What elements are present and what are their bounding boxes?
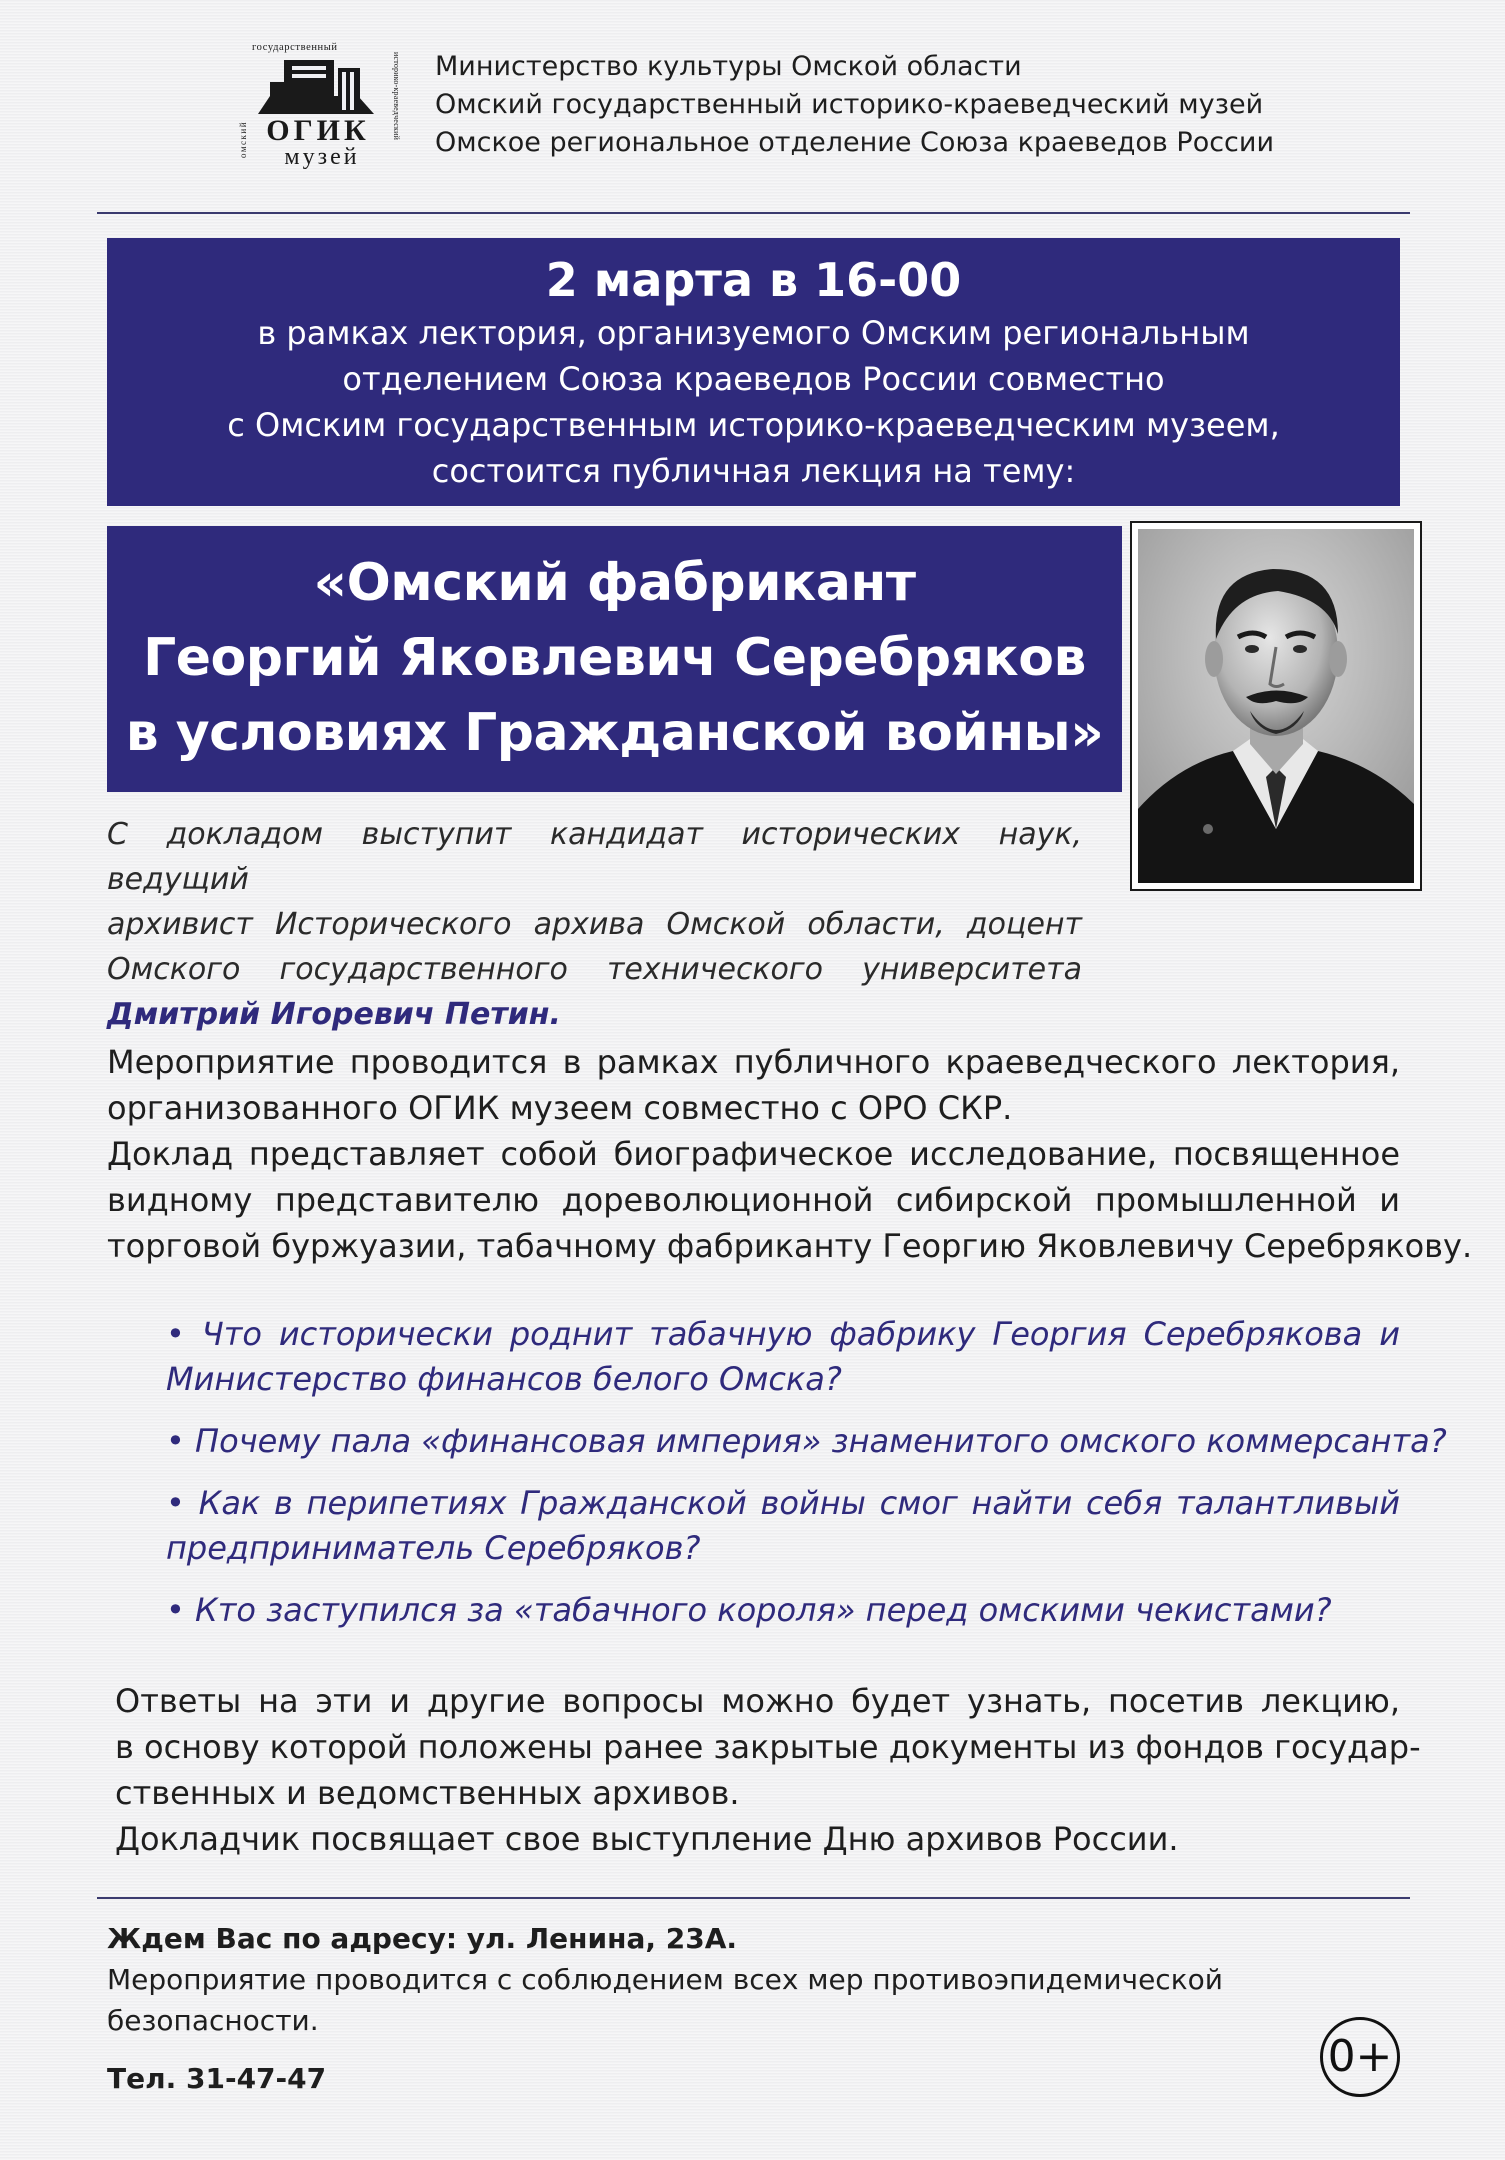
- organizers: [435, 48, 1274, 162]
- speaker-line: С докладом выступит кандидат исторических наук, ведущий: [107, 817, 1082, 897]
- closing-line: Докладчик посвящает свое выступление Дню архивов России.: [115, 1820, 1179, 1858]
- phone: Тел. 31-47-47: [107, 2062, 327, 2095]
- lecture-title-banner: [107, 526, 1122, 792]
- question-item: [166, 1312, 1400, 1402]
- announcement-line: с Омским государственным историко-краеведческим музеем,: [227, 406, 1280, 444]
- header-divider: [97, 212, 1410, 214]
- logo-top-text: государственный: [252, 42, 338, 53]
- safety-line: Мероприятие проводится с соблюдением всех мер противоэпидемической: [107, 1963, 1223, 1996]
- event-date-time: 2 марта в 16-00: [545, 253, 962, 307]
- logo-side-text-left: омский: [238, 120, 248, 158]
- announcement-line: в рамках лектория, организуемого Омским региональным: [257, 314, 1250, 352]
- question-item: [166, 1419, 1447, 1464]
- portrait-image: [1138, 529, 1414, 883]
- museum-logo: [240, 38, 400, 174]
- org-line: Омское региональное отделение Союза краеведов России: [435, 127, 1274, 158]
- lecture-title-line: Георгий Яковлевич Серебряков: [143, 628, 1086, 688]
- speaker-line: архивист Исторического архива Омской области, доцент: [107, 907, 1082, 942]
- logo-name: ОГИК: [266, 114, 370, 147]
- description-line: торговой буржуазии, табачному фабриканту Георгию Яковлевичу Серебрякову.: [107, 1227, 1473, 1265]
- lecture-title-line: в условиях Гражданской войны»: [125, 703, 1104, 763]
- portrait-photo: [1130, 521, 1422, 891]
- lecture-title-line: «Омский фабрикант: [313, 553, 916, 613]
- question-line: • Что исторически роднит табачную фабрику Георгия Серебрякова и: [166, 1315, 1400, 1353]
- org-line: Омский государственный историко-краеведческий музей: [435, 89, 1264, 120]
- footer-divider: [97, 1897, 1410, 1899]
- description-line: Доклад представляет собой биографическое исследование, посвященное: [107, 1135, 1400, 1173]
- question-item: [166, 1481, 1400, 1571]
- description-line: организованного ОГИК музеем совместно с ОРО СКР.: [107, 1089, 1013, 1127]
- org-line: Министерство культуры Омской области: [435, 51, 1022, 82]
- speaker-name: Дмитрий Игоревич Петин.: [107, 997, 561, 1032]
- announcement-line: отделением Союза краеведов России совместно: [342, 360, 1165, 398]
- speaker-info: [107, 812, 1082, 1037]
- question-line: • Почему пала «финансовая империя» знаменитого омского коммерсанта?: [166, 1422, 1447, 1460]
- closing-line: Ответы на эти и другие вопросы можно будет узнать, посетив лекцию,: [115, 1682, 1400, 1720]
- announcement-line: состоится публичная лекция на тему:: [431, 452, 1076, 490]
- building-icon: [258, 60, 374, 114]
- address: Ждем Вас по адресу: ул. Ленина, 23А.: [107, 1922, 738, 1955]
- announcement-banner: [107, 238, 1400, 506]
- logo-sub: музей: [284, 144, 360, 170]
- safety-line: безопасности.: [107, 2004, 319, 2037]
- question-line: • Кто заступился за «табачного короля» перед омскими чекистами?: [166, 1591, 1332, 1629]
- description-line: Мероприятие проводится в рамках публичного краеведческого лектория,: [107, 1043, 1400, 1081]
- question-line: Министерство финансов белого Омска?: [166, 1360, 842, 1398]
- footer: [107, 1918, 1287, 2099]
- question-line: предприниматель Серебряков?: [166, 1529, 701, 1567]
- description-line: видному представителю дореволюционной сибирской промышленной и: [107, 1181, 1400, 1219]
- question-line: • Как в перипетиях Гражданской войны смог найти себя талантливый: [166, 1484, 1400, 1522]
- closing-text: [115, 1678, 1421, 1862]
- logo-side-text-right: историко-краеведческий: [392, 52, 401, 141]
- age-rating-badge: 0+: [1320, 2017, 1400, 2097]
- question-list: [166, 1312, 1447, 1650]
- closing-line: ственных и ведомственных архивов.: [115, 1774, 740, 1812]
- speaker-line: Омского государственного технического университета: [107, 952, 1082, 987]
- closing-line: в основу которой положены ранее закрытые документы из фондов государ-: [115, 1728, 1421, 1766]
- question-item: [166, 1588, 1400, 1633]
- event-description: [107, 1039, 1473, 1269]
